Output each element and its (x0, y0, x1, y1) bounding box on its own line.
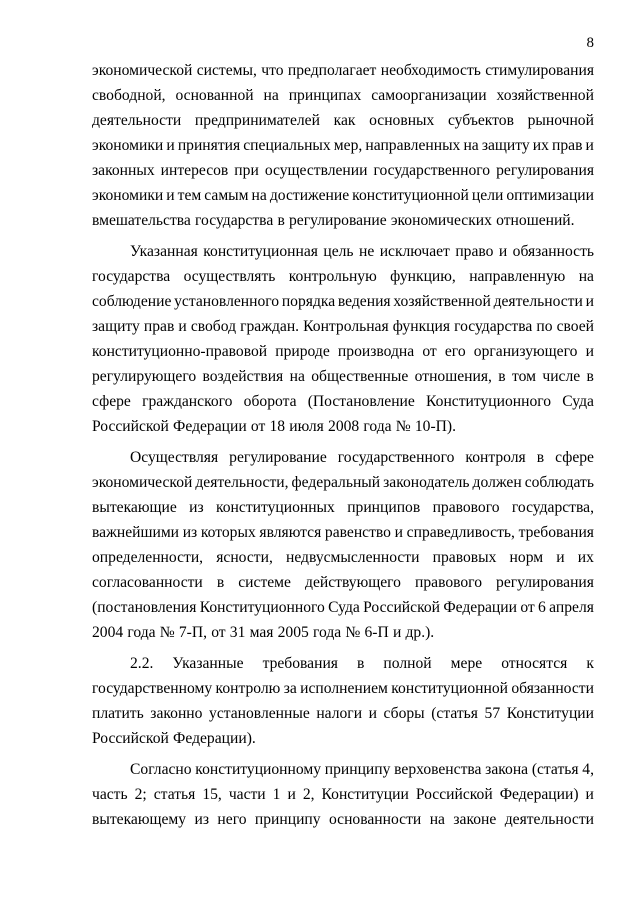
text-line: свободной, основанной на принципах самоорганизации хозяйственной (92, 87, 594, 104)
text-line: Указанная конституционная цель не исключает право и обязанность (130, 243, 594, 260)
paragraph (92, 757, 594, 832)
text-line: экономики и принятия специальных мер, направленных на защиту их прав и (92, 137, 594, 154)
text-line: Российской Федерации от 18 июля 2008 года № 10-П). (92, 418, 457, 435)
text-line: Согласно конституционному принципу верховенства закона (статья 4, (130, 761, 594, 778)
text-line: государства осуществлять контрольную функцию, направленную на (92, 268, 594, 285)
text-line: согласованности в системе действующего правового регулирования (92, 574, 594, 591)
paragraph (92, 445, 594, 645)
text-line: регулирующего воздействия на общественные отношения, в том числе в (92, 368, 594, 385)
text-line: вмешательства государства в регулирование экономических отношений. (92, 212, 575, 229)
paragraph (92, 58, 594, 233)
text-line: определенности, ясности, недвусмысленности правовых норм и их (92, 549, 594, 566)
text-line: сфере гражданского оборота (Постановление Конституционного Суда (92, 393, 594, 410)
paragraph (92, 651, 594, 751)
text-line: экономики и тем самым на достижение конституционной цели оптимизации (92, 187, 594, 204)
text-line: экономической системы, что предполагает необходимость стимулирования (92, 62, 594, 79)
text-line: Осуществляя регулирование государственного контроля в сфере (130, 449, 594, 466)
text-line: важнейшими из которых являются равенство и справедливость, требования (92, 524, 594, 541)
text-line: государственному контролю за исполнением конституционной обязанности (92, 680, 594, 697)
page-number: 8 (586, 35, 594, 51)
text-line: Российской Федерации). (92, 730, 256, 747)
text-line: (постановления Конституционного Суда Российской Федерации от 6 апреля (92, 599, 594, 616)
text-line: вытекающие из конституционных принципов правового государства, (92, 499, 594, 516)
text-line: вытекающему из него принципу основанности на законе деятельности (92, 811, 594, 828)
text-line: платить законно установленные налоги и сборы (статья 57 Конституции (92, 705, 594, 722)
text-line: 2.2. Указанные требования в полной мере относятся к (130, 655, 594, 672)
text-line: защиту прав и свобод граждан. Контрольная функция государства по своей (92, 318, 594, 335)
text-line: соблюдение установленного порядка ведения хозяйственной деятельности и (92, 293, 594, 310)
text-line: конституционно-правовой природе производна от его организующего и (92, 343, 594, 360)
text-line: часть 2; статья 15, части 1 и 2, Конституции Российской Федерации) и (92, 786, 594, 803)
text-line: 2004 года № 7-П, от 31 мая 2005 года № 6-П и др.). (92, 624, 435, 641)
paragraph (92, 239, 594, 439)
text-line: деятельности предпринимателей как основных субъектов рыночной (92, 112, 594, 129)
text-line: экономической деятельности, федеральный законодатель должен соблюдать (92, 474, 594, 491)
document-body (92, 58, 594, 832)
text-line: законных интересов при осуществлении государственного регулирования (92, 162, 594, 179)
